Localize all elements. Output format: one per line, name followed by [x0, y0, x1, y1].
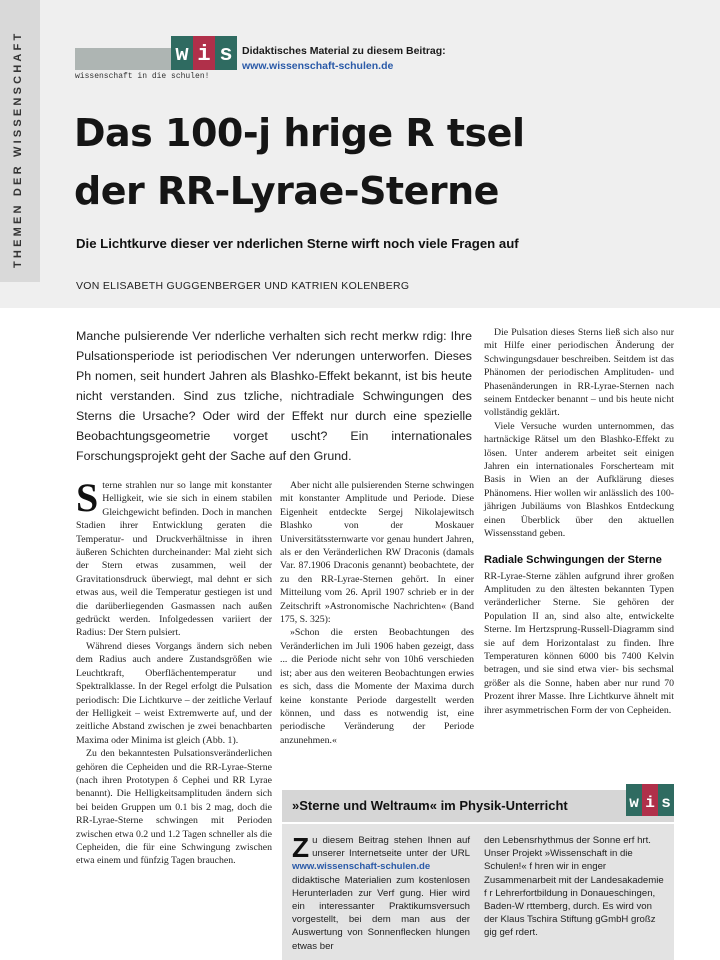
body-column-3: [484, 326, 674, 717]
logo-tagline: wissenschaft in die schulen!: [75, 72, 210, 81]
body-column-1: [76, 475, 272, 868]
article-title: [74, 104, 694, 220]
logo-letter-w: w: [171, 36, 193, 70]
logo-letter-i: i: [193, 36, 215, 70]
quote-paragraph: »Schon die ersten Beobachtungen des Veränderlichen im Juli 1906 haben gezeigt, dass ... die Periode nicht sehr von 10h6 verschieden ist; aber aus den weiteren Beobachtungen erwies es sich, dass die Momente der Maxima durch keine konstante Periode dargestellt werden können, und dass es notwendig ist, eine periodische Veränderung der Periode anzunehmen.«: [280, 627, 474, 746]
infobox-column-2: den Lebensrhythmus der Sonne erf hrt. Unser Projekt »Wissenschaft in die Schulen!« f hren wir in enger Zusammenarbeit mit der Landesakademie f r Lehrerfortbildung in Donaueschingen, Baden-W rttemberg, durch. Es wird von der Klaus Tschira Stiftung gGmbH großz gig gef rdert.: [484, 835, 664, 939]
body-paragraph: Viele Versuche wurden unternommen, das hartnäckige Rätsel um den Blashko-Effekt zu lösen. Unter anderem arbeitet seit einigen Jahren ein internationales Forscherteam mit Basis in Wien an der Aufklärung dieses Phänomens. Hier wollen wir anlässlich des 100-jährigen Jubiläums von Blashkos Entdeckung einen Überblick über den aktuellen Wissensstand geben.: [484, 420, 674, 540]
article-authors: VON ELISABETH GUGGENBERGER UND KATRIEN KOLENBERG: [76, 280, 410, 292]
didactic-note: [242, 44, 446, 74]
drop-cap: S: [76, 475, 99, 520]
body-paragraph: Die Pulsation dieses Sterns ließ sich also nur mit Hilfe einer periodischen Änderung der Schwingungsdauer beschreiben. Seitdem ist das Phänomen der periodischen Amplituden- und Phasenänderungen in RR-Lyrae-Sternen nach seinem Entdecker benannt – und bis heute nicht vollständig geklärt.: [484, 327, 674, 419]
body-paragraph: Sterne strahlen nur so lange mit konstanter Helligkeit, wie sie sich in einem stabilen Gleichgewicht befinden. Doch in manchen Stadien ihrer Entwicklung geraten die Temperatur- und Druckverhältnisse in ihren äußeren Schichten durcheinander: Mal zieht sich der Stern etwas zusammen, weil der Gravitationsdruck überwiegt, mal dehnt er sich etwas aus, weil die Temperatur gestiegen ist und die darüberliegenden Gasmassen nach außen gedrückt werden. Infolgedessen variiert der Radius: Der Stern pulsiert.: [76, 475, 272, 639]
body-paragraph: Zu den bekanntesten Pulsationsveränderlichen gehören die Cepheiden und die RR-Lyrae-Sterne (nach ihren Prototypen δ Cephei und RR Lyrae benannt). Die Helligkeitsamplituden ändern sich bei beiden Gruppen um 0.1 bis 2 mag, doch die RR-Lyrae-Sterne schwingen mit Perioden zwischen etwa 0.2 und 1.2 Tagen schneller als die Cepheiden, die für eine Schwingung zwischen etwa einem und fünfzig Tagen brauchen.: [76, 748, 272, 867]
didactic-link[interactable]: www.wissenschaft-schulen.de: [242, 60, 394, 72]
infobox-drop-cap: Z: [292, 832, 310, 863]
infobox-logo-i: i: [642, 784, 658, 816]
logo-letter-s: s: [215, 36, 237, 70]
article-subtitle: Die Lichtkurve dieser ver nderlichen Sterne wirft noch viele Fragen auf: [76, 236, 519, 251]
infobox-logo-w: w: [626, 784, 642, 816]
wis-logo: [75, 34, 233, 81]
infobox-link[interactable]: www.wissenschaft-schulen.de: [292, 861, 431, 873]
section-heading: Radiale Schwingungen der Sterne: [484, 553, 662, 566]
infobox-logo-s: s: [658, 784, 674, 816]
title-line-1: Das 100-j hrige R tsel: [74, 111, 525, 155]
lead-paragraph: Manche pulsierende Ver nderliche verhalten sich recht merkw rdig: Ihre Pulsationsperiode ist periodischen Ver nderungen unterworfen. Dieses Ph nomen, seit hundert Jahren als Blashko-Effekt bekannt, ist bis heute nicht verstanden. Sind zus tzliche, nichtradiale Schwingungen des Sterns die Ursache? Oder wird der Effekt nur durch eine spezielle Beobachtungsgeometrie vorget uscht? Ein internationales Forschungsprojekt geht der Sache auf den Grund.: [76, 329, 472, 463]
section-label: THEMEN DER WISSENSCHAFT: [12, 30, 24, 268]
title-line-2: der RR-Lyrae-Sterne: [74, 169, 499, 213]
body-paragraph: Aber nicht alle pulsierenden Sterne schwingen mit konstanter Amplitude und Periode. Diese Eigenheit entdeckte Sergej Nikolajewitsch Blashko von der Moskauer Universitätssternwarte vor genau hundert Jahren, als er den Veränderlichen RW Draconis (damals Var. 87.1906 Draconis genannt) beobachtete, der zu den RR-Lyrae-Sternen gehört. In einer Mitteilung vom 26. April 1907 schrieb er in der Zeitschrift »Astronomische Nachrichten« (Band 175, S. 325):: [280, 480, 474, 626]
body-column-2: [280, 479, 474, 747]
infobox-logo: [626, 784, 674, 820]
body-paragraph: Während dieses Vorgangs ändern sich neben dem Radius auch andere Zustandsgrößen wie Leuchtkraft, Oberflächentemperatur und Spektralklasse. In der Regel erfolgt die Pulsation periodisch: Die Lichtkurve – der zeitliche Verlauf der Helligkeit – weist Extremwerte auf, und der zeitliche Abstand zwischen je zwei benachbarten Maxima oder Minima ist gleich (Abb. 1).: [76, 640, 272, 746]
body-paragraph: RR-Lyrae-Sterne zählen aufgrund ihrer großen Amplituden zu den ältesten bekannten Typen veränderlicher Sterne. Sie gehören der Population II an, sind also alte, entwickelte Sterne. Im Hertzsprung-Russell-Diagramm sind sie auf dem Horizontalast zu finden. Ihre Temperaturen können 6000 bis 7400 Kelvin betragen, und sie sind etwa vier- bis sechsmal größer als die Sonne, haben aber nur rund 70 Prozent ihrer Masse. Ihre Lichtkurve ähnelt mit ihrer asymmetrischen Form der von Cepheiden.: [484, 570, 674, 716]
didactic-label: Didaktisches Material zu diesem Beitrag:: [242, 45, 446, 57]
infobox-title: »Sterne und Weltraum« im Physik-Unterricht: [292, 798, 568, 813]
infobox-column-1: Zu diesem Beitrag stehen Ihnen auf unserer Internetseite unter der URL www.wissenschaft-schulen.de didaktische Materialien zum kostenlosen Herunterladen zur Verf gung. Hier wird ein interessanter Praktikumsversuch vorgestellt, bei dem man aus der Auswertung von Sonnenflecken hlungen etwas ber: [292, 832, 470, 952]
